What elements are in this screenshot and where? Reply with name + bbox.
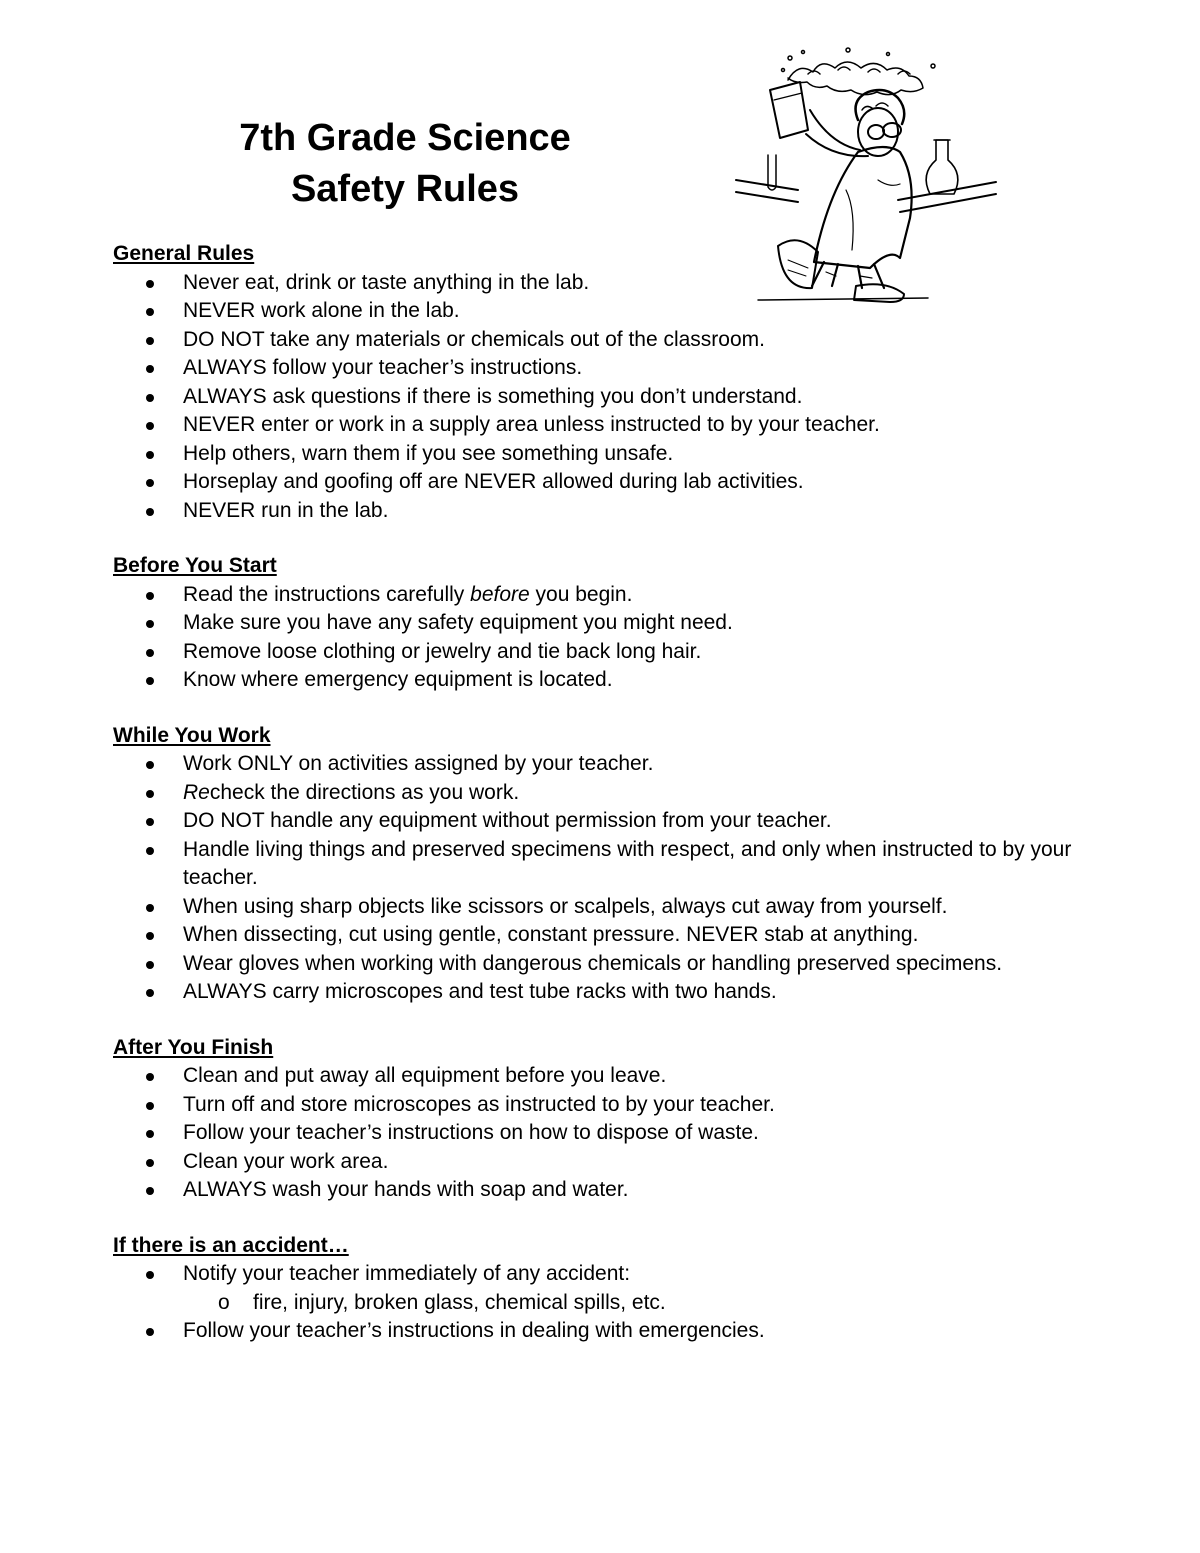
section-heading: If there is an accident… bbox=[113, 1233, 349, 1257]
list-item-text: Clean your work area. bbox=[183, 1149, 389, 1173]
list-item bbox=[113, 609, 1088, 638]
rules-list bbox=[113, 750, 1088, 1007]
list-item-text-end: check the directions as you work. bbox=[209, 780, 520, 804]
bullet-icon bbox=[146, 394, 154, 402]
list-item-text: Turn off and store microscopes as instructed to by your teacher. bbox=[183, 1092, 775, 1116]
list-item-text: DO NOT handle any equipment without permission from your teacher. bbox=[183, 809, 832, 832]
bullet-icon bbox=[146, 649, 154, 657]
list-item bbox=[113, 1260, 1088, 1317]
list-item bbox=[113, 893, 1088, 922]
list-item-text-start: Read the instructions carefully bbox=[183, 582, 471, 606]
list-item bbox=[113, 750, 1088, 779]
bullet-icon bbox=[146, 620, 154, 628]
list-item-text: ALWAYS carry microscopes and test tube racks with two hands. bbox=[183, 980, 777, 1003]
list-item-text: NEVER run in the lab. bbox=[183, 498, 389, 522]
title-line-2: Safety Rules bbox=[290, 168, 520, 210]
list-item-text: ALWAYS follow your teacher’s instructions. bbox=[183, 356, 583, 379]
bullet-icon bbox=[146, 677, 154, 685]
list-item-text: NEVER enter or work in a supply area unless instructed to by your teacher. bbox=[183, 413, 880, 436]
list-item bbox=[113, 269, 1088, 298]
list-item-text: DO NOT take any materials or chemicals out of the classroom. bbox=[183, 327, 765, 351]
section-while-you-work bbox=[113, 722, 1088, 1007]
bullet-icon bbox=[146, 1130, 154, 1138]
list-item bbox=[113, 836, 1088, 893]
bullet-icon bbox=[146, 365, 154, 373]
bullet-icon bbox=[146, 337, 154, 345]
list-item bbox=[113, 1119, 1088, 1148]
bullet-icon bbox=[146, 508, 154, 516]
list-item-text: Make sure you have any safety equipment you might need. bbox=[183, 611, 733, 634]
bullet-icon bbox=[146, 451, 154, 459]
list-item-text-end: you begin. bbox=[529, 582, 633, 606]
rules-list bbox=[113, 1062, 1088, 1205]
bullet-icon bbox=[146, 422, 154, 430]
list-item bbox=[113, 297, 1088, 326]
list-item bbox=[113, 1091, 1088, 1120]
list-item bbox=[113, 468, 1088, 497]
list-item bbox=[113, 581, 1088, 610]
section-heading: After You Finish bbox=[113, 1035, 274, 1059]
section-heading: General Rules bbox=[113, 242, 255, 265]
list-item-emphasis: Re bbox=[183, 780, 210, 804]
list-item bbox=[113, 638, 1088, 667]
list-item bbox=[113, 411, 1088, 440]
section-accident bbox=[113, 1232, 1088, 1346]
bullet-icon bbox=[146, 847, 154, 855]
list-item-text: Handle living things and preserved specimens with respect, and only when instructed to by your teacher. bbox=[183, 837, 1072, 889]
list-item bbox=[113, 666, 1088, 695]
bullet-icon bbox=[146, 790, 154, 798]
sub-list-item bbox=[183, 1289, 1088, 1318]
bullet-icon bbox=[146, 280, 154, 288]
list-item-text: NEVER work alone in the lab. bbox=[183, 299, 460, 322]
list-item bbox=[113, 1176, 1088, 1205]
list-item bbox=[113, 978, 1088, 1007]
bullet-icon bbox=[146, 308, 154, 316]
sub-list-item-text: fire, injury, broken glass, chemical spills, etc. bbox=[253, 1290, 666, 1314]
section-before-you-start bbox=[113, 552, 1088, 695]
list-item-text: ALWAYS wash your hands with soap and water. bbox=[183, 1178, 629, 1201]
list-item-emphasis: before bbox=[470, 582, 530, 606]
bullet-icon bbox=[146, 1187, 154, 1195]
list-item bbox=[113, 326, 1088, 355]
list-item-text: Follow your teacher’s instructions in dealing with emergencies. bbox=[183, 1319, 765, 1342]
list-item-text: When using sharp objects like scissors or scalpels, always cut away from yourself. bbox=[183, 894, 948, 918]
bullet-icon bbox=[146, 479, 154, 487]
bullet-icon bbox=[146, 961, 154, 969]
bullet-icon bbox=[146, 761, 154, 769]
list-item-text: Know where emergency equipment is located. bbox=[183, 668, 613, 691]
rules-content bbox=[113, 240, 1088, 1373]
list-item-text: ALWAYS ask questions if there is something you don’t understand. bbox=[183, 384, 803, 408]
list-item bbox=[113, 1317, 1088, 1346]
rules-list bbox=[113, 581, 1088, 695]
bullet-icon bbox=[146, 1271, 154, 1279]
bullet-icon bbox=[146, 1102, 154, 1110]
list-item bbox=[113, 807, 1088, 836]
list-item bbox=[113, 950, 1088, 979]
bullet-icon bbox=[146, 592, 154, 600]
section-after-you-finish bbox=[113, 1034, 1088, 1205]
list-item-text: Clean and put away all equipment before you leave. bbox=[183, 1064, 667, 1087]
list-item bbox=[113, 383, 1088, 412]
section-heading: While You Work bbox=[113, 723, 271, 747]
list-item bbox=[113, 354, 1088, 383]
title-line-1: 7th Grade Science bbox=[239, 117, 571, 159]
document-title bbox=[205, 113, 605, 215]
bullet-icon bbox=[146, 904, 154, 912]
list-item-text: Work ONLY on activities assigned by your teacher. bbox=[183, 752, 654, 775]
section-general-rules bbox=[113, 240, 1088, 525]
list-item bbox=[113, 1148, 1088, 1177]
bullet-icon bbox=[146, 818, 154, 826]
bullet-icon bbox=[146, 989, 154, 997]
list-item-text: Remove loose clothing or jewelry and tie back long hair. bbox=[183, 639, 702, 663]
list-item-text: Help others, warn them if you see something unsafe. bbox=[183, 441, 674, 465]
list-item bbox=[113, 779, 1088, 808]
list-item-text: Never eat, drink or taste anything in the lab. bbox=[183, 270, 590, 294]
list-item bbox=[113, 440, 1088, 469]
list-item-text: Notify your teacher immediately of any accident: bbox=[183, 1262, 631, 1285]
rules-list bbox=[113, 269, 1088, 526]
list-item bbox=[113, 497, 1088, 526]
list-item bbox=[113, 1062, 1088, 1091]
bullet-icon bbox=[146, 1073, 154, 1081]
section-heading: Before You Start bbox=[113, 554, 277, 577]
list-item bbox=[113, 921, 1088, 950]
smoke-icon bbox=[782, 48, 936, 95]
bullet-icon bbox=[146, 932, 154, 940]
list-item-text: Wear gloves when working with dangerous chemicals or handling preserved specimens. bbox=[183, 951, 1003, 975]
bullet-icon bbox=[146, 1328, 154, 1336]
rules-list bbox=[113, 1260, 1088, 1346]
list-item-text: Horseplay and goofing off are NEVER allowed during lab activities. bbox=[183, 470, 804, 493]
list-item-text: When dissecting, cut using gentle, constant pressure. NEVER stab at anything. bbox=[183, 923, 919, 946]
sub-list bbox=[183, 1289, 1088, 1318]
sub-bullet-marker: o bbox=[218, 1290, 230, 1314]
bullet-icon bbox=[146, 1159, 154, 1167]
list-item-text: Follow your teacher’s instructions on how to dispose of waste. bbox=[183, 1121, 759, 1144]
